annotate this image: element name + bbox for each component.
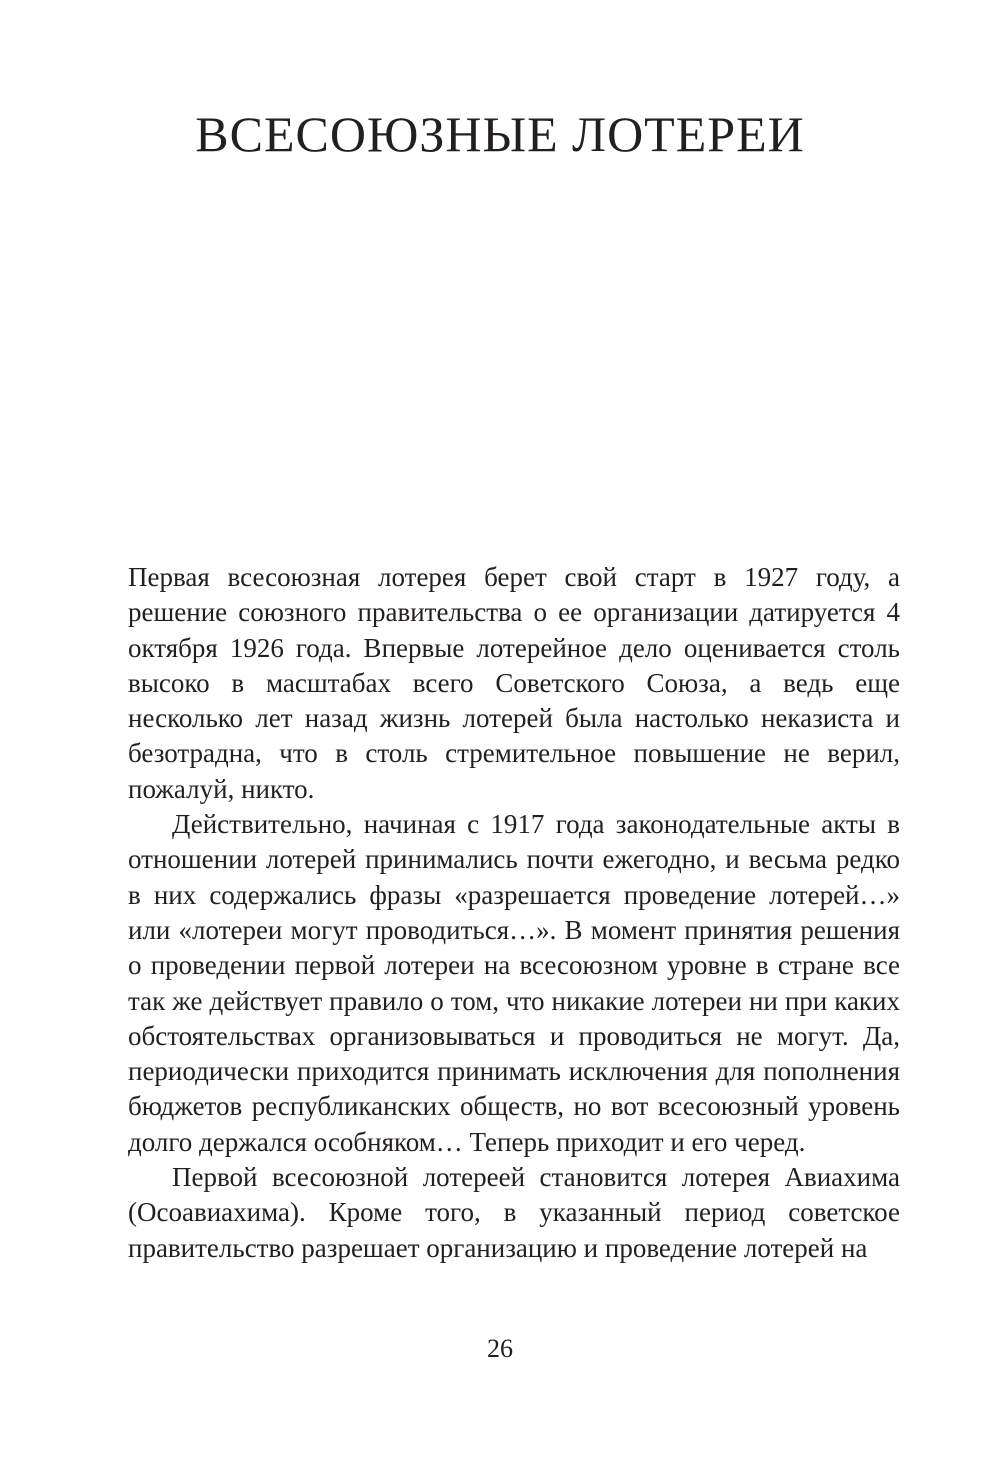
paragraph: Действительно, начиная с 1917 года законодательные акты в отношении лотерей принимались почти ежегодно, и весьма редко в них содержались фразы «разрешается проведение лотерей…» или «лотереи могут проводиться…». В момент принятия решения о проведении первой лотереи на всесоюзном уровне в стране все так же действует правило о том, что никакие лотереи ни при каких обстоятельствах организовываться и проводиться не могут. Да, периодически приходится принимать исключения для пополнения бюджетов республиканских обществ, но вот всесоюзный уровень долго держался особняком… Теперь приходит и его черед. [128, 809, 900, 1157]
body-text [128, 560, 900, 1266]
paragraph: Первой всесоюзной лотереей становится лотерея Авиахима (Осоавиахима). Кроме того, в указанный период советское правительство разрешает организацию и проведение лотерей на [128, 1162, 900, 1263]
page-number: 26 [487, 1334, 513, 1363]
chapter-title: ВСЕСОЮЗНЫЕ ЛОТЕРЕИ [195, 106, 805, 162]
paragraph: Первая всесоюзная лотерея берет свой старт в 1927 году, а решение союзного правительства о ее организации датируется 4 октября 1926 года. Впервые лотерейное дело оценивается столь высоко в масштабах всего Советского Союза, а ведь еще несколько лет назад жизнь лотерей была настолько неказиста и безотрадна, что в столь стремительное повышение не верил, пожалуй, никто. [128, 562, 900, 804]
